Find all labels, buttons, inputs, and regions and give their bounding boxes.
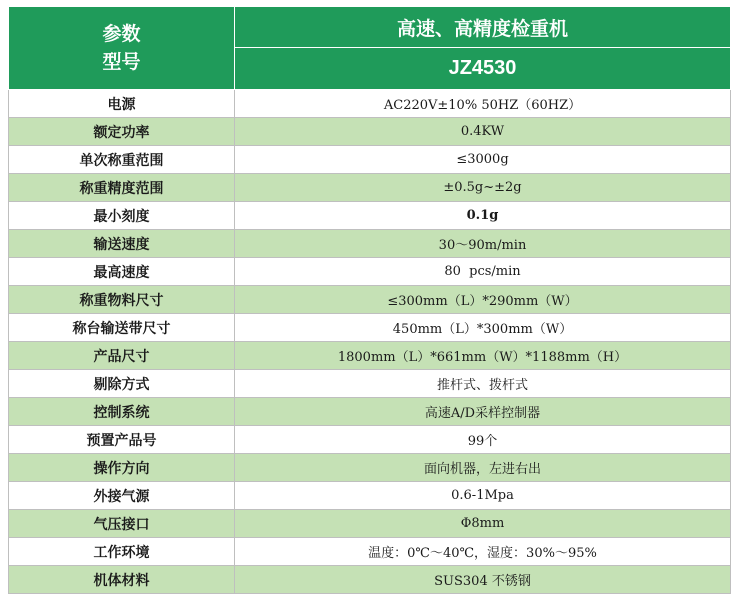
spec-value: 99个: [235, 426, 731, 454]
spec-value: 0.4KW: [235, 118, 731, 146]
spec-table: [8, 6, 731, 594]
spec-row: [9, 510, 731, 538]
header-param-label: 参数: [102, 23, 141, 45]
spec-row: [9, 482, 731, 510]
spec-key: 输送速度: [9, 230, 235, 258]
header-model-number: JZ4530: [235, 48, 731, 90]
spec-key: 剔除方式: [9, 370, 235, 398]
spec-value: 面向机器，左进右出: [235, 454, 731, 482]
spec-key: 机体材料: [9, 566, 235, 594]
header-product-title: 高速、高精度检重机: [235, 7, 731, 48]
spec-key: 额定功率: [9, 118, 235, 146]
spec-row: [9, 454, 731, 482]
spec-value: Φ8mm: [235, 510, 731, 538]
spec-row: [9, 118, 731, 146]
spec-key: 外接气源: [9, 482, 235, 510]
spec-row: [9, 426, 731, 454]
header-row-title: [9, 7, 731, 48]
spec-value: AC220V±10% 50HZ（60HZ）: [235, 90, 731, 118]
spec-key: 称重精度范围: [9, 174, 235, 202]
spec-key: 最高速度: [9, 258, 235, 286]
spec-key: 称台输送带尺寸: [9, 314, 235, 342]
spec-value: 80 pcs/min: [235, 258, 731, 286]
spec-row: [9, 566, 731, 594]
spec-row: [9, 314, 731, 342]
spec-row: [9, 202, 731, 230]
spec-value: 0.6-1Mpa: [235, 482, 731, 510]
header-param-model-cell: [9, 7, 235, 90]
spec-value: 推杆式、拨杆式: [235, 370, 731, 398]
spec-key: 控制系统: [9, 398, 235, 426]
spec-value: 高速A/D采样控制器: [235, 398, 731, 426]
spec-value: ±0.5g~±2g: [235, 174, 731, 202]
spec-key: 预置产品号: [9, 426, 235, 454]
spec-row: [9, 174, 731, 202]
spec-value: 30～90m/min: [235, 230, 731, 258]
spec-value: ≤3000g: [235, 146, 731, 174]
spec-row: [9, 370, 731, 398]
spec-value: 450mm（L）*300mm（W）: [235, 314, 731, 342]
spec-row: [9, 90, 731, 118]
spec-row: [9, 230, 731, 258]
spec-row: [9, 538, 731, 566]
spec-value: 温度：0℃～40℃，湿度：30%～95%: [235, 538, 731, 566]
spec-key: 最小刻度: [9, 202, 235, 230]
spec-key: 单次称重范围: [9, 146, 235, 174]
spec-table-container: [8, 6, 730, 594]
spec-key: 操作方向: [9, 454, 235, 482]
spec-key: 产品尺寸: [9, 342, 235, 370]
spec-row: [9, 398, 731, 426]
spec-value: ≤300mm（L）*290mm（W）: [235, 286, 731, 314]
spec-key: 称重物料尺寸: [9, 286, 235, 314]
spec-value: 0.1g: [235, 202, 731, 230]
spec-row: [9, 146, 731, 174]
spec-key: 电源: [9, 90, 235, 118]
spec-value: 1800mm（L）*661mm（W）*1188mm（H）: [235, 342, 731, 370]
header-model-label: 型号: [102, 51, 141, 73]
spec-row: [9, 258, 731, 286]
spec-row: [9, 342, 731, 370]
spec-row: [9, 286, 731, 314]
spec-value: SUS304 不锈钢: [235, 566, 731, 594]
spec-key: 气压接口: [9, 510, 235, 538]
spec-key: 工作环境: [9, 538, 235, 566]
